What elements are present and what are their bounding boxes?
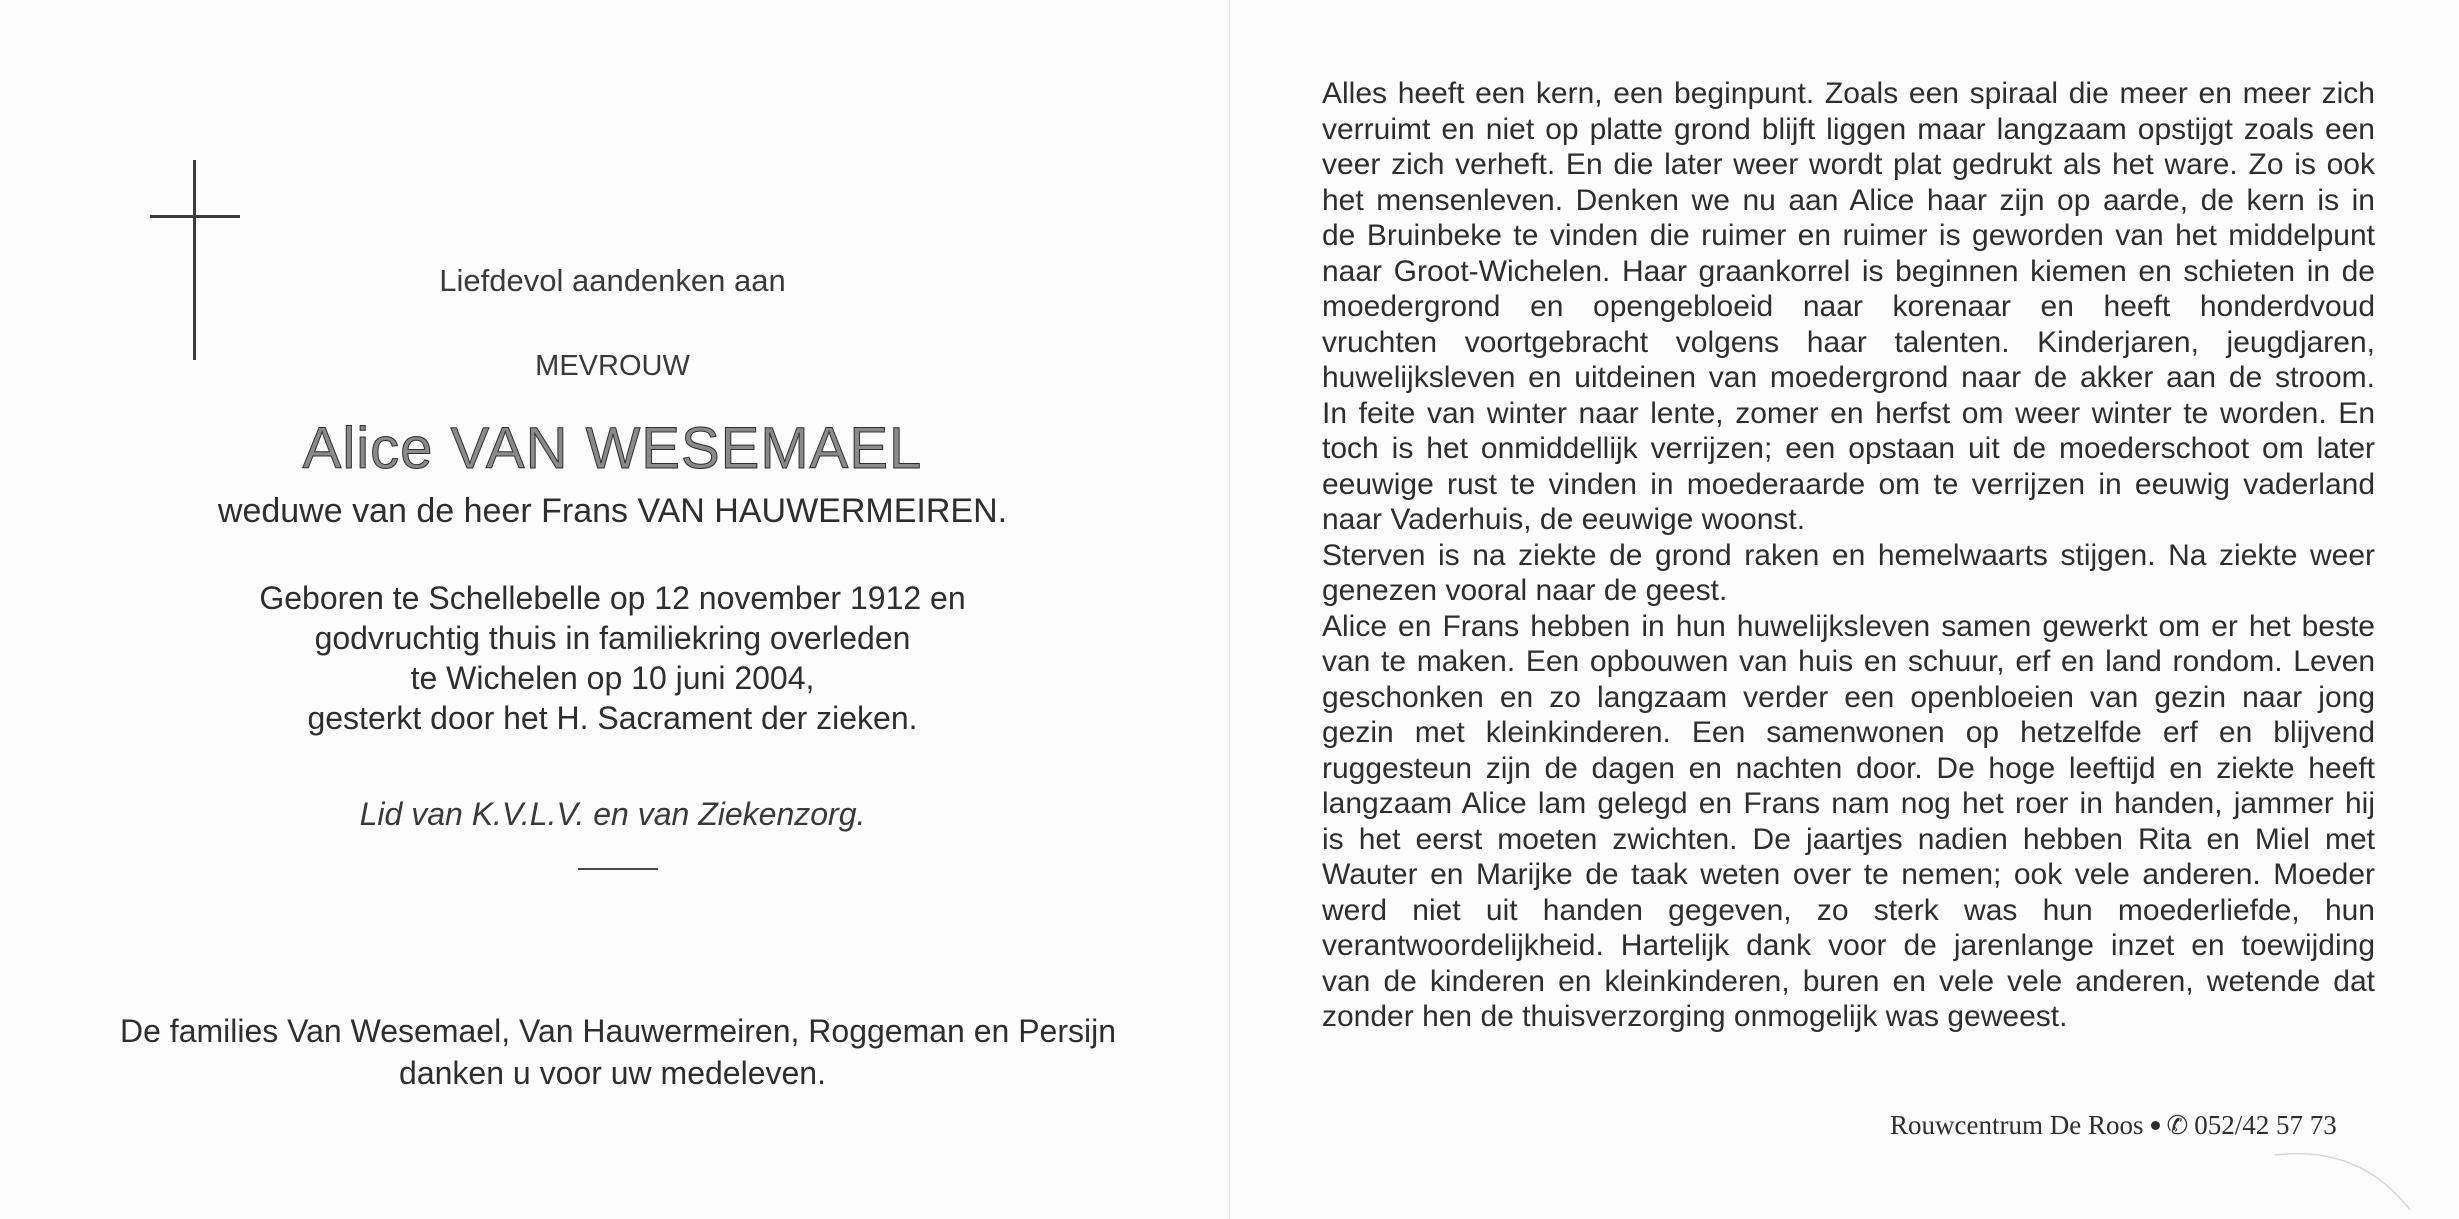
- meditation-line: toch is het onmiddellijk verrijzen; een opstaan uit de moederschoot om later: [1322, 432, 2375, 465]
- biography: [120, 578, 1105, 738]
- bullet-icon: [2151, 1121, 2160, 1130]
- divider: [578, 868, 658, 870]
- family-thanks: [120, 1010, 1117, 1094]
- meditation-line: ruggesteun zijn de dagen en nachten door. De hoge leeftijd en ziekte heeft: [1322, 751, 2375, 785]
- thanks-line: danken u voor uw medeleven.: [399, 1055, 826, 1091]
- meditation-line: Alles heeft een kern, een beginpunt. Zoals een spiraal die meer en meer zich: [1322, 77, 2375, 110]
- meditation-line: van de kinderen en kleinkinderen, buren en vele vele anderen, wetende dat: [1322, 964, 2375, 998]
- meditation-line: het mensenleven. Denken we nu aan Alice haar zijn op aarde, de kern is in: [1322, 183, 2375, 217]
- meditation-line: naar Groot-Wichelen. Haar graankorrel is beginnen kiemen en schieten in de: [1322, 254, 2375, 288]
- meditation-line: vruchten voortgebracht volgens haar talenten. Kinderjaren, jeugdjaren,: [1322, 325, 2375, 359]
- meditation-line: huwelijksleven en uitdeinen van moedergrond naar de akker aan de stroom.: [1322, 361, 2375, 394]
- card-fold-line: [1229, 0, 1230, 1219]
- meditation-line: zonder hen de thuisverzorging onmogelijk was geweest.: [1322, 1000, 2068, 1033]
- meditation-line: verruimt en niet op platte grond blijft liggen maar langzaam opstijgt zoals een: [1322, 112, 2375, 146]
- meditation-line: Wauter en Marijke de taak weten over te nemen; ook vele anderen. Moeder: [1322, 858, 2375, 891]
- funeral-home-name: Rouwcentrum De Roos: [1890, 1110, 2144, 1140]
- honorific: MEVROUW: [535, 350, 690, 382]
- remembrance-heading: Liefdevol aandenken aan: [439, 263, 786, 298]
- meditation-line: langzaam Alice lam gelegd en Frans nam nog het roer in handen, jammer hij: [1322, 787, 2375, 820]
- thanks-line: De families Van Wesemael, Van Hauwermeiren, Roggeman en Persijn: [120, 1013, 1117, 1049]
- meditation-line: veer zich verheft. En die later weer wordt plat gedrukt als het ware. Zo is ook: [1322, 148, 2375, 181]
- deceased-name: Alice VAN WESEMAEL: [302, 416, 923, 481]
- meditation-text: [1322, 76, 2375, 1035]
- widow-of-line: weduwe van de heer Frans VAN HAUWERMEIREN.: [217, 492, 1008, 530]
- meditation-line: is het eerst moeten zwichten. De jaartjes nadien hebben Rita en Miel met: [1322, 822, 2375, 856]
- corner-decoration: [2270, 1135, 2420, 1215]
- meditation-line: verantwoordelijkheid. Hartelijk dank voor de jarenlange inzet en toewijding: [1322, 929, 2375, 962]
- phone-number: 052/42 57 73: [2194, 1110, 2337, 1140]
- meditation-line: naar Vaderhuis, de eeuwige woonst.: [1322, 503, 1806, 536]
- meditation-line: In feite van winter naar lente, zomer en herfst om weer winter te worden. En: [1322, 396, 2375, 430]
- meditation-line: geschonken en zo langzaam verder een openbloeien van gezin naar jong: [1322, 680, 2375, 714]
- membership-line: Lid van K.V.L.V. en van Ziekenzorg.: [359, 796, 866, 832]
- meditation-line: gezin met kleinkinderen. Een samenwonen op hetzelfde erf en blijvend: [1322, 716, 2375, 749]
- bio-line: godvruchtig thuis in familiekring overleden: [314, 620, 911, 656]
- meditation-line: werd niet uit handen gegeven, zo sterk was hun moederliefde, hun: [1322, 893, 2375, 927]
- meditation-line: genezen vooral naar de geest.: [1322, 574, 1728, 607]
- phone-icon: ✆: [2166, 1111, 2189, 1140]
- meditation-line: Sterven is na ziekte de grond raken en hemelwaarts stijgen. Na ziekte weer: [1322, 538, 2375, 572]
- bio-line: Geboren te Schellebelle op 12 november 1912 en: [259, 580, 966, 616]
- meditation-line: van te maken. Een opbouwen van huis en schuur, erf en land rondom. Leven: [1322, 645, 2375, 678]
- meditation-line: moedergrond en opengebloeid naar korenaar en heeft honderdvoud: [1322, 290, 2375, 323]
- meditation-line: de Bruinbeke te vinden die ruimer en ruimer is geworden van het middelpunt: [1322, 219, 2375, 252]
- meditation-line: eeuwige rust te vinden in moederaarde om te verrijzen in eeuwig vaderland: [1322, 467, 2375, 501]
- bio-line: gesterkt door het H. Sacrament der zieken.: [307, 700, 918, 736]
- bio-line: te Wichelen op 10 juni 2004,: [410, 660, 815, 696]
- cross-icon: [150, 160, 240, 360]
- meditation-line: Alice en Frans hebben in hun huwelijksleven samen gewerkt om er het beste: [1322, 609, 2375, 643]
